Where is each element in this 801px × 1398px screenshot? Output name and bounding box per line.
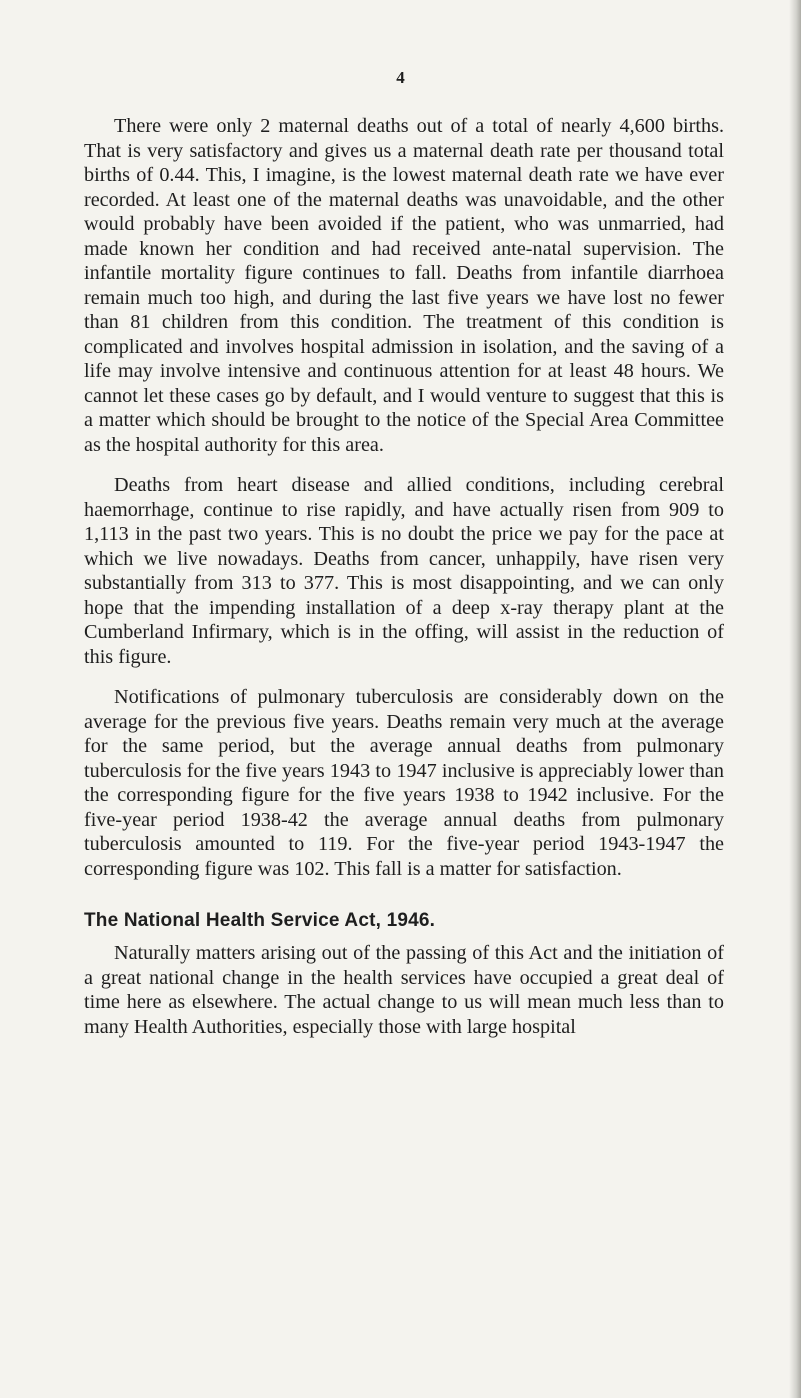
page-edge-shadow bbox=[789, 0, 801, 1398]
page-number: 4 bbox=[396, 68, 405, 87]
paragraph-maternal-infant-deaths: There were only 2 maternal deaths out of a total of nearly 4,600 births. That is very satisfactory and gives us a maternal death rate per thousand total births of 0.44. This, I imagine, is the lowest maternal death rate we have ever recorded. At least one of the maternal deaths was unavoidable, and the other would probably have been avoided if the patient, who was unmarried, had made known her condition and had received ante-natal supervision. The infantile mortality figure continues to fall. Deaths from infantile diarrhoea remain much too high, and during the last five years we have lost no fewer than 81 children from this condition. The treatment of this condition is complicated and involves hospital admission in isolation, and the saving of a life may involve intensive and continuous attention for at least 48 hours. We cannot let these cases go by default, and I would venture to suggest that this is a matter which should be brought to the notice of the Special Area Committee as the hospital authority for this area. bbox=[84, 115, 724, 456]
paragraph-nhs-act: Naturally matters arising out of the passing of this Act and the initiation of a great national change in the health services have occupied a great deal of time here as elsewhere. The actual change to us will mean much less than to many Health Authorities, especially those with large hospital bbox=[84, 942, 724, 1038]
page-body bbox=[84, 114, 724, 1039]
paragraph-tuberculosis: Notifications of pulmonary tuberculosis are considerably down on the average for the previous five years. Deaths remain very much at the average for the same period, but the average annual deaths from pulmonary tuberculosis for the five years 1943 to 1947 inclusive is appreciably lower than the corresponding figure for the five years 1938 to 1942 inclusive. For the five-year period 1938-42 the average annual deaths from pulmonary tuberculosis amounted to 119. For the five-year period 1943-1947 the corresponding figure was 102. This fall is a matter for satisfaction. bbox=[84, 686, 724, 880]
paragraph-heart-disease-cancer: Deaths from heart disease and allied conditions, including cerebral haemorrhage, continue to rise rapidly, and have actually risen from 909 to 1,113 in the past two years. This is no doubt the price we pay for the pace at which we live nowadays. Deaths from cancer, unhappily, have risen very substantially from 313 to 377. This is most disappointing, and we can only hope that the impending installation of a deep x-ray therapy plant at the Cumberland Infirmary, which is in the offing, will assist in the reduction of this figure. bbox=[84, 474, 724, 668]
section-heading: The National Health Service Act, 1946. bbox=[84, 910, 436, 931]
